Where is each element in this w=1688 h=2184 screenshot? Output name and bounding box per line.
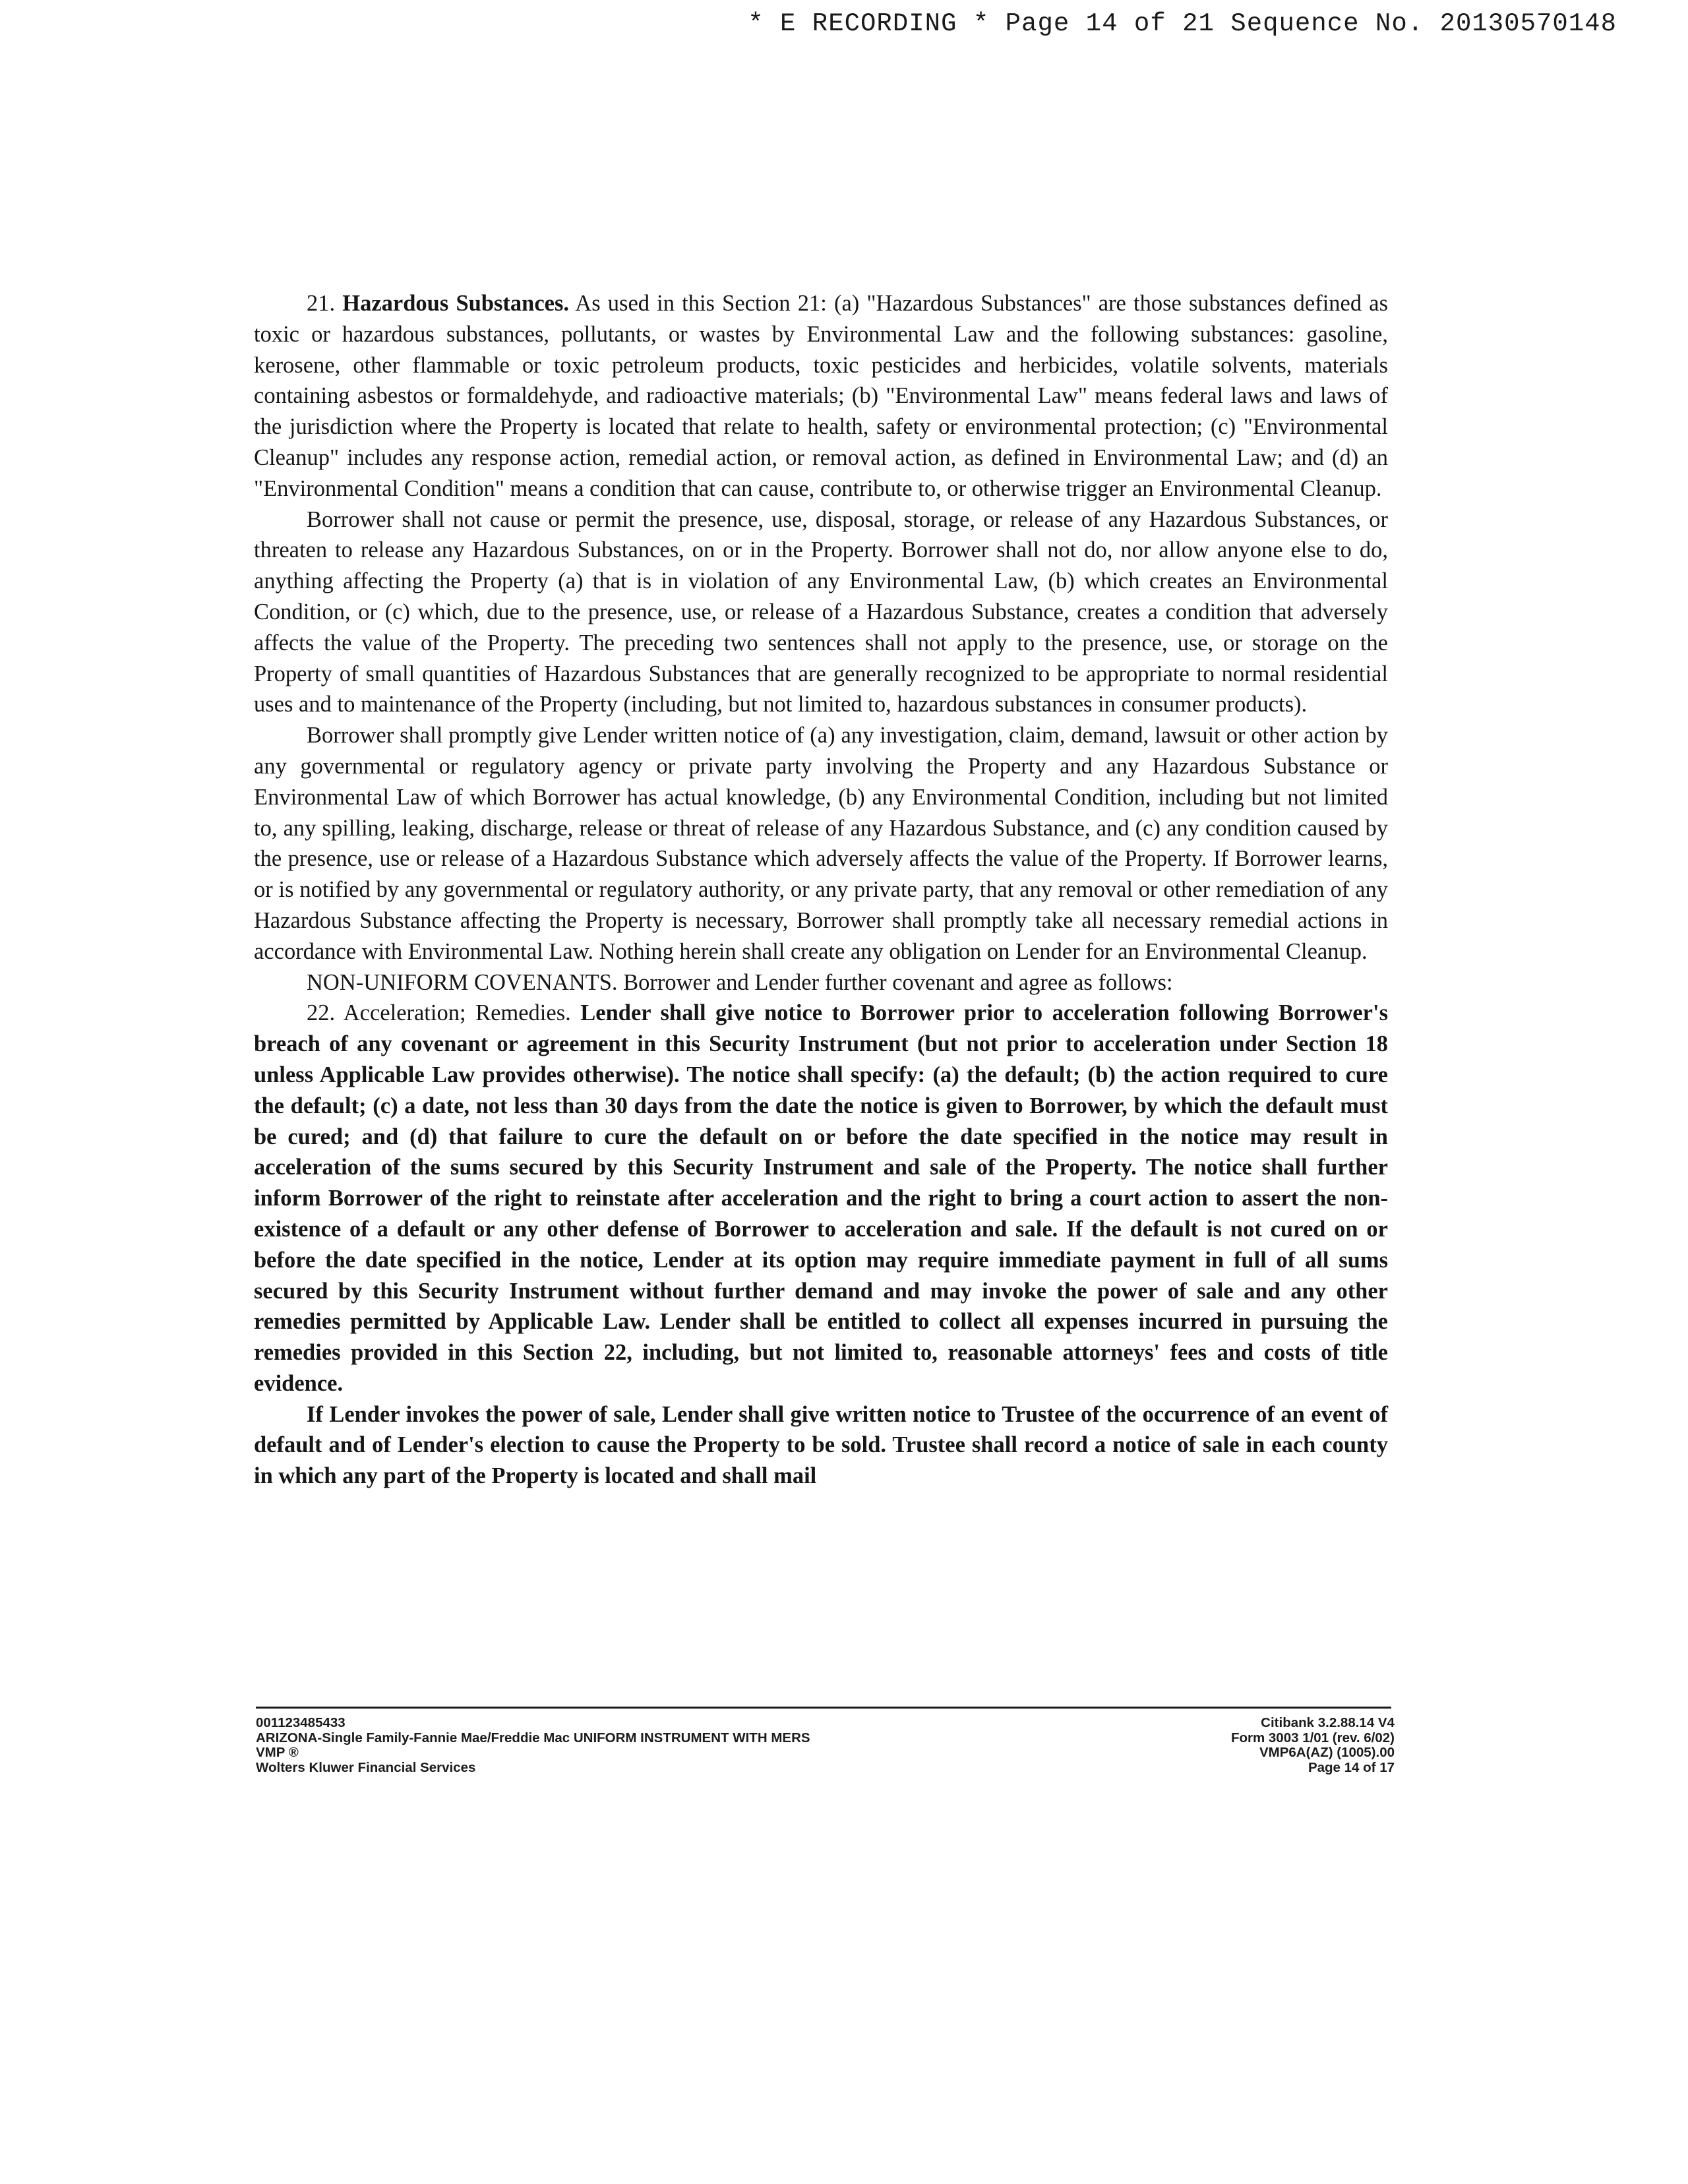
section-21-text-1: As used in this Section 21: (a) "Hazardous Substances" are those substances defined as toxic or hazardous substances, pollutants, or wastes by Environmental Law and the following substances: gasoline, kerosene, other flammable or toxic petroleum products, toxic pesticides and herbicides, volatile solvents, materials containing asbestos or formaldehyde, and radioactive materials; (b) "Environmental Law" means federal laws and laws of the jurisdiction where the Property is located that relate to health, safety or environmental protection; (c) "Environmental Cleanup" includes any response action, remedial action, or removal action, as defined in Environmental Law; and (d) an "Environmental Condition" means a condition that can cause, contribute to, or otherwise trigger an Environmental Cleanup. <box>254 291 1388 501</box>
section-21-title: Hazardous Substances. <box>342 291 570 316</box>
section-21-number: 21. <box>307 291 336 316</box>
lender-version: Citibank 3.2.88.14 V4 <box>1261 1715 1395 1730</box>
non-uniform-covenants-text: Borrower and Lender further covenant and agree as follows: <box>623 969 1173 995</box>
vmp-form-code: VMP6A(AZ) (1005).00 <box>1259 1745 1395 1760</box>
recording-stamp-header: * E RECORDING * Page 14 of 21 Sequence No. 20130570148 <box>748 9 1617 38</box>
document-body <box>254 288 1388 1492</box>
non-uniform-covenants-paragraph <box>254 967 1388 998</box>
loan-number: 001123485433 <box>256 1715 346 1730</box>
form-number: Form 3003 1/01 (rev. 6/02) <box>1230 1730 1395 1745</box>
section-22-paragraph-2 <box>254 1399 1388 1492</box>
section-22-number: 22. <box>307 1000 336 1026</box>
section-22-title: Acceleration; Remedies. <box>343 1000 571 1026</box>
form-description: ARIZONA-Single Family-Fannie Mae/Freddie Mac UNIFORM INSTRUMENT WITH MERS <box>256 1730 810 1745</box>
section-21-paragraph-3: Borrower shall promptly give Lender written notice of (a) any investigation, claim, demand, lawsuit or other action by any governmental or regulatory agency or private party involving the Property and any Hazardous Substance or Environmental Law of which Borrower has actual knowledge, (b) any Environmental Condition, including but not limited to, any spilling, leaking, discharge, release or threat of release of any Hazardous Substance, and (c) any condition caused by the presence, use or release of a Hazardous Substance which adversely affects the value of the Property. If Borrower learns, or is notified by any governmental or regulatory authority, or any private party, that any removal or other remediation of any Hazardous Substance affecting the Property is necessary, Borrower shall promptly take all necessary remedial actions in accordance with Environmental Law. Nothing herein shall create any obligation on Lender for an Environmental Cleanup. <box>254 723 1388 964</box>
non-uniform-covenants-title: NON-UNIFORM COVENANTS. <box>307 969 618 995</box>
footer-left-block <box>256 1716 810 1775</box>
section-21-paragraph-2: Borrower shall not cause or permit the presence, use, disposal, storage, or release of any Hazardous Substances, or threaten to release any Hazardous Substances, on or in the Property. Borrower shall not do, nor allow anyone else to do, anything affecting the Property (a) that is in violation of any Environmental Law, (b) which creates an Environmental Condition, or (c) which, due to the presence, use, or release of a Hazardous Substance, creates a condition that adversely affects the value of the Property. The preceding two sentences shall not apply to the presence, use, or storage on the Property of small quantities of Hazardous Substances that are generally recognized to be appropriate to normal residential uses and to maintenance of the Property (including, but not limited to, hazardous substances in consumer products). <box>254 506 1388 717</box>
section-21-paragraph-1 <box>254 288 1388 504</box>
section-22-text-2: If Lender invokes the power of sale, Lender shall give written notice to Trustee of the occurrence of an event of default and of Lender's election to cause the Property to be sold. Trustee shall record a notice of sale in each county in which any part of the Property is located and shall mail <box>254 1401 1388 1489</box>
publisher-name: Wolters Kluwer Financial Services <box>256 1759 476 1775</box>
section-22-paragraph-1 <box>254 998 1388 1399</box>
footer-divider <box>256 1707 1391 1709</box>
section-22-text-1: Lender shall give notice to Borrower prior to acceleration following Borrower's breach of any covenant or agreement in this Security Instrument (but not prior to acceleration under Section 18 unless Applicable Law provides otherwise). The notice shall specify: (a) the default; (b) the action required to cure the default; (c) a date, not less than 30 days from the date the notice is given to Borrower, by which the default must be cured; and (d) that failure to cure the default on or before the date specified in the notice may result in acceleration of the sums secured by this Security Instrument and sale of the Property. The notice shall further inform Borrower of the right to reinstate after acceleration and the right to bring a court action to assert the non-existence of a default or any other defense of Borrower to acceleration and sale. If the default is not cured on or before the date specified in the notice, Lender at its option may require immediate payment in full of all sums secured by this Security Instrument without further demand and may invoke the power of sale and any other remedies permitted by Applicable Law. Lender shall be entitled to collect all expenses incurred in pursuing the remedies provided in this Section 22, including, but not limited to, reasonable attorneys' fees and costs of title evidence. <box>254 1000 1388 1396</box>
footer-right-block <box>1231 1716 1395 1775</box>
vmp-mark: VMP ® <box>256 1745 299 1760</box>
form-page-number: Page 14 of 17 <box>1308 1759 1395 1775</box>
